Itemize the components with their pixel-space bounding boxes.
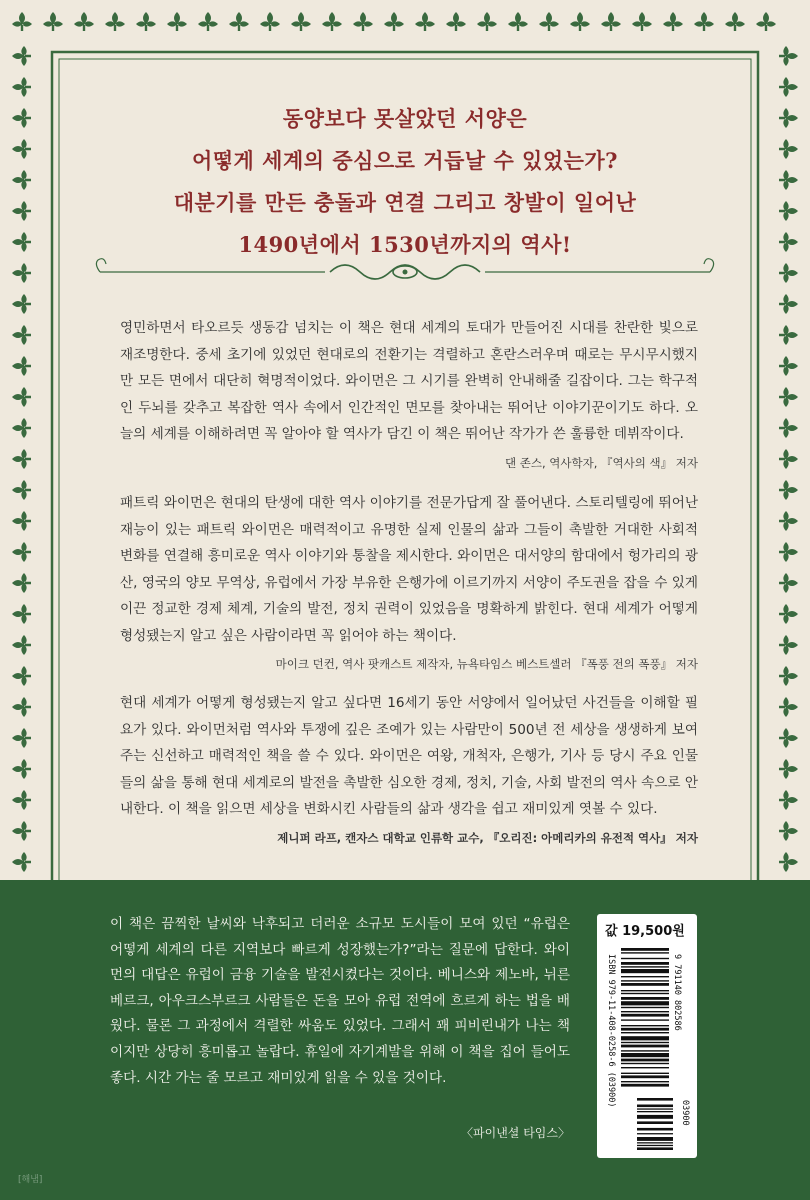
addon-bar [637, 1145, 673, 1146]
addon-number: 03900 [680, 1100, 690, 1126]
fleur-ornament [663, 12, 683, 31]
barcode-bar [621, 1050, 669, 1051]
barcode-bar [621, 1014, 669, 1017]
headline-line-2: 어떻게 세계의 중심으로 거듭날 수 있었는가? [191, 148, 618, 173]
fleur-ornament [198, 12, 218, 31]
addon-bar [637, 1105, 673, 1108]
fleur-ornament [415, 12, 435, 31]
fleur-ornament [12, 790, 31, 810]
addon-bar [637, 1098, 673, 1101]
barcode-bar [621, 1025, 669, 1026]
fleur-ornament [779, 511, 798, 531]
review-2-credit: 마이크 던컨, 역사 팟캐스트 제작자, 뉴욕타임스 베스트셀러 『폭풍 전의 폭풍』 저자 [275, 657, 698, 671]
fleur-ornament [43, 12, 63, 31]
addon-bar [637, 1128, 673, 1131]
barcode-number: 9 791140 802586 [672, 954, 682, 1031]
fleur-ornament [779, 821, 798, 841]
barcode-bar [621, 948, 669, 951]
barcode [597, 914, 697, 1158]
headline-line-3: 대분기를 만든 충돌과 연결 그리고 창발이 일어난 [173, 190, 637, 215]
publisher-mark: [해냄] [18, 1175, 43, 1185]
barcode-bar [621, 1001, 669, 1005]
barcode-bar [621, 1063, 669, 1064]
fleur-ornament [632, 12, 652, 31]
barcode-bar [621, 1007, 669, 1008]
barcode-bar [621, 952, 669, 953]
fleur-ornament [12, 480, 31, 500]
fleur-ornament [12, 852, 31, 872]
review-1-credit: 댄 존스, 역사학자, 『역사의 색』 저자 [504, 456, 698, 470]
fleur-ornament [477, 12, 497, 31]
fleur-ornament [229, 12, 249, 31]
fleur-ornament [779, 387, 798, 407]
fleur-ornament [12, 77, 31, 97]
fleur-ornament [779, 759, 798, 779]
fleur-ornament [12, 821, 31, 841]
barcode-bar [621, 997, 669, 1000]
barcode-bar [621, 1032, 669, 1033]
barcode-bar [621, 962, 669, 965]
fleur-ornament [779, 852, 798, 872]
barcode-bar [621, 1073, 669, 1074]
barcode-bar [621, 980, 669, 981]
barcode-bar [621, 983, 669, 986]
fleur-ornament [779, 604, 798, 624]
headline-line-4: 1490년에서 1530년까지의 역사! [238, 232, 572, 257]
fleur-ornament [446, 12, 466, 31]
barcode-bar [621, 976, 669, 977]
fleur-ornament [779, 697, 798, 717]
fleur-ornament [12, 449, 31, 469]
addon-bar [637, 1108, 673, 1109]
fleur-ornament [12, 542, 31, 562]
fleur-ornament [12, 573, 31, 593]
fleur-ornament [167, 12, 187, 31]
barcode-bar [621, 1059, 669, 1062]
fleur-ornament [508, 12, 528, 31]
review-3-text: 현대 세계가 어떻게 형성됐는지 알고 싶다면 16세기 동안 서양에서 일어났던 사건들을 이해할 필요가 있다. 와이먼처럼 역사와 투쟁에 깊은 조예가 있는 사람만이 500년 전 세상을 생생하게 보여주는 신선하고 매력적인 책을 쓸 수 있다. 와이먼은 여왕, 개척자, 은행가, 기사 등 당시 주요 인물들의 삶을 통해 현대 세계로의 발전을 촉발한 심오한 경제, 정치, 기술, 사회 발전의 역사 속으로 안내한다. 이 책을 읽으면 세상을 변화시킨 사람들의 삶과 생각을 쉽고 재미있게 엿볼 수 있다. [120, 695, 698, 818]
addon-bar [637, 1111, 673, 1112]
price-label: 값 19,500원 [605, 924, 685, 939]
fleur-ornament [779, 542, 798, 562]
fleur-ornament [570, 12, 590, 31]
barcode-bar [621, 1053, 669, 1057]
barcode-bar [621, 1067, 669, 1068]
fleur-ornament [12, 387, 31, 407]
fleur-ornament [12, 728, 31, 748]
fleur-ornament [260, 12, 280, 31]
addon-bar [637, 1137, 673, 1141]
isbn-text: ISBN 979-11-408-0258-6 (03900) [606, 954, 616, 1108]
fleur-ornament [779, 790, 798, 810]
fleur-ornament [779, 46, 798, 66]
fleur-ornament [12, 604, 31, 624]
fleur-ornament [12, 263, 31, 283]
fleur-ornament [779, 294, 798, 314]
fleur-ornament [756, 12, 776, 31]
fleur-ornament [291, 12, 311, 31]
fleur-ornament [725, 12, 745, 31]
review-3-credit: 제니퍼 라프, 캔자스 대학교 인류학 교수, 『오리진: 아메리카의 유전적 역사』 저자 [277, 831, 698, 845]
barcode-bar [621, 1042, 669, 1043]
addon-bar [637, 1133, 673, 1134]
fleur-ornament [12, 356, 31, 376]
fleur-ornament [12, 325, 31, 345]
addon-bar [637, 1147, 673, 1150]
fleur-ornament [539, 12, 559, 31]
fleur-ornament [12, 294, 31, 314]
fleur-ornament [779, 263, 798, 283]
fleur-ornament [601, 12, 621, 31]
fleur-ornament [12, 759, 31, 779]
barcode-bar [621, 1036, 669, 1040]
barcode-bar [621, 1081, 669, 1082]
ornament-divider [96, 259, 713, 279]
fleur-ornament [12, 697, 31, 717]
bottom-quote-credit: 〈파이낸셜 타임스〉 [461, 1126, 570, 1140]
fleur-ornament [779, 325, 798, 345]
barcode-bar [621, 990, 669, 991]
fleur-ornament [136, 12, 156, 31]
barcode-bar [621, 1011, 669, 1012]
fleur-ornament [322, 12, 342, 31]
addon-bar [637, 1115, 673, 1119]
fleur-ornament [12, 511, 31, 531]
barcode-bar [621, 966, 669, 967]
barcode-bar [621, 969, 669, 973]
fleur-ornament [779, 480, 798, 500]
fleur-ornament [694, 12, 714, 31]
fleur-ornament [779, 573, 798, 593]
barcode-bar [621, 1084, 669, 1087]
fleur-ornament [12, 46, 31, 66]
fleur-ornament [779, 418, 798, 438]
addon-bar [637, 1142, 673, 1143]
fleur-ornament [353, 12, 373, 31]
fleur-ornament [12, 418, 31, 438]
fleur-ornament [779, 666, 798, 686]
fleur-ornament [12, 12, 32, 31]
addon-bar [637, 1121, 673, 1124]
review-1-text: 영민하면서 타오르듯 생동감 넘치는 이 책은 현대 세계의 토대가 만들어진 시대를 찬란한 빛으로 재조명한다. 중세 초기에 있었던 현대로의 전환기는 격렬하고 혼란스러우며 때로는 무시무시했지만 모든 면에서 대단히 혁명적이었다. 와이먼은 그 시기를 완벽히 안내해줄 길잡이다. 그는 학구적인 두뇌를 갖추고 복잡한 역사 속에서 인간적인 면모를 찾아내는 뛰어난 이야기꾼이기도 하다. 오늘의 세계를 이해하려면 꼭 알아야 할 역사가 담긴 이 책은 뛰어난 작가가 쓴 훌륭한 데뷔작이다. [120, 320, 698, 443]
fleur-ornament [12, 635, 31, 655]
barcode-box [597, 914, 697, 1158]
barcode-bar [621, 993, 669, 994]
fleur-ornament [779, 635, 798, 655]
fleur-ornament [74, 12, 94, 31]
barcode-bar [621, 958, 669, 959]
fleur-ornament [779, 356, 798, 376]
fleur-ornament [105, 12, 125, 31]
fleur-ornament [12, 666, 31, 686]
barcode-bar [621, 1075, 669, 1078]
bottom-quote-text: 이 책은 끔찍한 날씨와 낙후되고 더러운 소규모 도시들이 모여 있던 “유럽은 어떻게 세계의 다른 지역보다 빠르게 성장했는가?”라는 질문에 답한다. 와이먼의 대답은 유럽이 금융 기술을 발전시켰다는 것이다. 베니스와 제노바, 뉘른베르크, 아우크스부르크 사람들은 돈을 모아 유럽 전역에 흐르게 하는 법을 배웠다. 물론 그 과정에서 격렬한 싸움도 있었다. 그래서 꽤 피비린내가 나는 책이지만 상당히 흥미롭고 놀랍다. 휴일에 자기계발을 위해 이 책을 집어 들어도 좋다. 시간 가는 줄 모르고 재미있게 읽을 수 있을 것이다. [110, 916, 570, 1086]
review-2-text: 패트릭 와이먼은 현대의 탄생에 대한 역사 이야기를 전문가답게 잘 풀어낸다. 스토리텔링에 뛰어난 재능이 있는 패트릭 와이먼은 매력적이고 유명한 실제 인물의 삶과 그들이 촉발한 거대한 사회적 변화를 연결해 흥미로운 역사 이야기와 통찰을 제시한다. 와이먼은 대서양의 함대에서 헝가리의 광산, 영국의 양모 무역상, 유럽에서 가장 부유한 은행가에 이르기까지 서양이 주도권을 잡을 수 있게 이끈 정교한 경제 체계, 기술의 발전, 정치 권력이 있었음을 명확하게 밝힌다. 현대 세계가 어떻게 형성됐는지 알고 싶은 사람이라면 꼭 읽어야 하는 책이다. [120, 495, 698, 644]
barcode-bar [621, 1028, 669, 1031]
fleur-ornament [384, 12, 404, 31]
barcode-bar [621, 1019, 669, 1020]
headline-line-1: 동양보다 못살았던 서양은 [282, 106, 528, 131]
fleur-ornament [779, 77, 798, 97]
fleur-ornament [779, 449, 798, 469]
fleur-ornament [779, 728, 798, 748]
barcode-bar [621, 1045, 669, 1048]
